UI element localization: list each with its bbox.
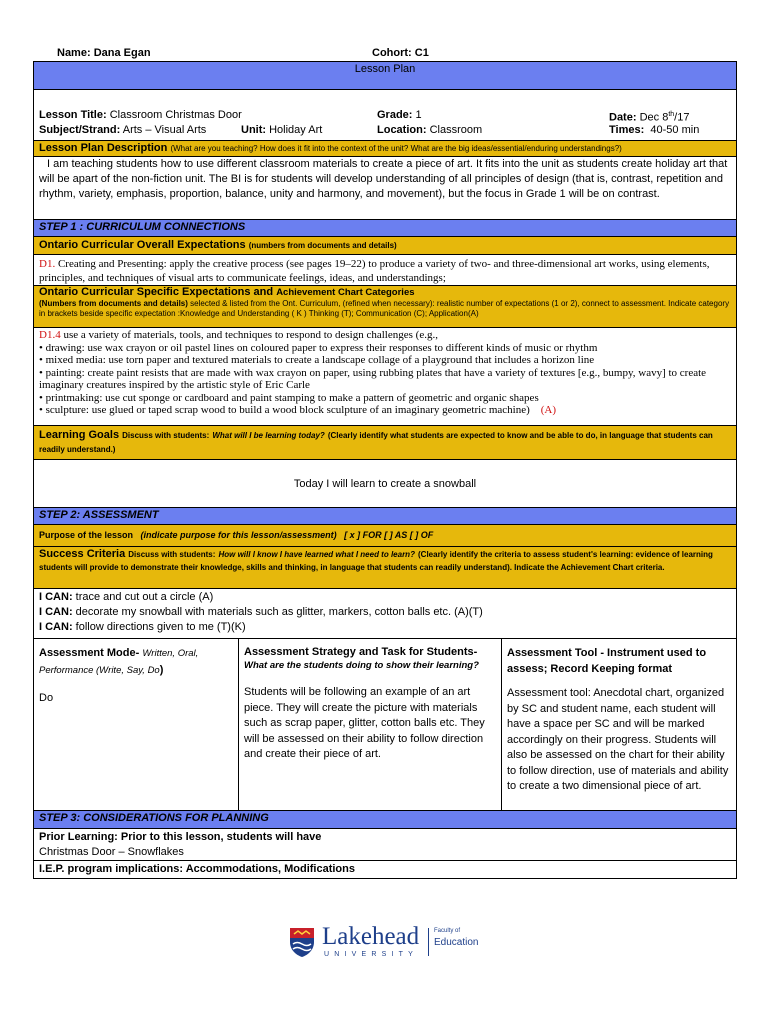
prior-learning: Prior Learning: Prior to this lesson, students will have Christmas Door – Snowflakes — [34, 829, 737, 861]
lesson-title-field: Lesson Title: Classroom Christmas Door — [39, 109, 242, 121]
cohort-value: C1 — [414, 47, 429, 59]
specific-item: • painting: create paint resists that are made with wax crayon on paper, using rubbing plates that have a variety of textures [e.g., bumpy, wavy] to create imaginary creatures inspired by the artistic style of Eric Carle — [39, 366, 707, 391]
specific-expectations-heading: Ontario Curricular Specific Expectations and Achievement Chart Categories (Numbers from documents and details) selected & listed from the Ont. Curriculum, (refined when necessary): realistic number of expectations (1 or 2), connect to assessment. Indicate category in brackets beside specific expectation :Knowledge and Understanding ( K ) Thinking (T); Communication (C); Application(A) — [34, 286, 737, 328]
unit-field: Unit: Holiday Art — [241, 124, 323, 136]
overall-expectations-text: D1. Creating and Presenting: apply the creative process (see pages 19–22) to produce a variety of two- and three-dimensional art works, using elements, principles, and techniques of visual arts to communicate feelings, ideas, and understandings; — [34, 255, 737, 286]
description-body: I am teaching students how to use different classroom materials to create a piece of art. It fits into the unit as students create holiday art that will be apart of the non-fiction unit. The BI is for students will develop understanding of all principles of design (that is, contrast, repetition and rhythm, variety, emphasis, proportion, balance, unity and harmony, and movement), but the focus in Grade 1 will be on contrast. — [34, 157, 737, 220]
iep-implications: I.E.P. program implications: Accommodations, Modifications — [34, 861, 737, 879]
ican-item: I CAN: trace and cut out a circle (A) — [39, 591, 214, 603]
crest-icon — [288, 926, 316, 958]
assessment-strategy-value: Students will be following an example of an art piece. They will create the picture with materials such as scrap paper, glitter, cotton balls etc. They will be assessed on their ability to follow direction and create their piece of art. — [244, 686, 485, 760]
times-field: Times: 40-50 min — [609, 124, 700, 136]
step2-heading: STEP 2: ASSESSMENT — [34, 508, 737, 525]
specific-expectations-text: D1.4 use a variety of materials, tools, and techniques to respond to design challenges (e.g., • drawing: use wax crayon or oil pastel lines on coloured paper to express their responses to different kinds of music or rhythm • mixed media: use torn paper and textured materials to create a landscape collage of a playground that includes a horizon line • painting: create paint resists that are made with wax crayon on paper, using rubbing plates that have a variety of textures [e.g., bumpy, wavy] to create imaginary creatures inspired by the artistic style of Eric Carle • printmaking: use cut sponge or cardboard and paint stamping to make a pattern of geometric and organic shapes • sculpture: use glued or taped scrap wood to build a wood block sculpture of an imaginary geometric machine) (A) — [34, 328, 737, 426]
faculty-name: Education — [434, 937, 479, 948]
assessment-tool: Assessment Tool - Instrument used to assess; Record Keeping format Assessment tool: Anecdotal chart, organized by SC and student name, each student will have a space per SC and will be marked accordingly on their progress. Students will also be assessed on the chart for their ability to follow direction, use of materials and ability to create a two dimensional piece of art. — [502, 639, 737, 811]
lesson-plan-table — [33, 61, 737, 879]
ican-list — [34, 589, 737, 639]
step3-heading: STEP 3: CONSIDERATIONS FOR PLANNING — [34, 811, 737, 829]
assessment-tool-value: Assessment tool: Anecdotal chart, organized by SC and student name, each student will have a space per SC and will be marked accordingly on their progress. Students will also be assessed on the chart for their ability to follow direction, use of materials and ability to create a two dimensional piece of art. — [507, 687, 729, 792]
assessment-mode: Assessment Mode- Written, Oral, Performance (Write, Say, Do) Do — [34, 639, 239, 811]
specific-item: • mixed media: use torn paper and textured materials to create a landscape collage of a playground that includes a horizon line — [39, 354, 595, 366]
cohort-line — [372, 47, 429, 59]
assessment-strategy: Assessment Strategy and Task for Students- What are the students doing to show their learning? Students will be following an example of an art piece. They will create the picture with materials such as scrap paper, glitter, cotton balls etc. They will be assessed on their ability to follow direction and create their piece of art. — [239, 639, 502, 811]
success-criteria-heading: Success Criteria Discuss with students: How will I know I have learned what I need to learn? (Clearly identify the criteria to assess student's learning: evidence of learning students will provide to demonstrate their knowledge, skills and thinking, in language that students can readily understand). Indicate the Achievement Chart criteria. — [34, 547, 737, 589]
overall-expectations-heading: Ontario Curricular Overall Expectations (numbers from documents and details) — [34, 237, 737, 255]
university-logo — [288, 924, 488, 964]
ican-item: I CAN: decorate my snowball with materials such as glitter, markers, cotton balls etc. (A)(T) — [39, 606, 483, 618]
name-value: Dana Egan — [93, 47, 151, 59]
description-heading: Lesson Plan Description (What are you teaching? How does it fit into the context of the unit? What are the big ideas/essential/enduring understandings?) — [34, 141, 737, 157]
category-badge: (A) — [540, 404, 557, 416]
lesson-info — [34, 90, 737, 141]
specific-item: • sculpture: use glued or taped scrap wood to build a wood block sculpture of an imaginary geometric machine) — [39, 404, 530, 416]
purpose-row: Purpose of the lesson (indicate purpose for this lesson/assessment) [ x ] FOR [ ] AS [ ] OF — [34, 525, 737, 547]
date-field: Date: Dec 8th/17 — [609, 111, 690, 124]
specific-item: • drawing: use wax crayon or oil pastel lines on coloured paper to express their responses to different kinds of music or rhythm — [39, 341, 598, 354]
logo-subtext: UNIVERSITY — [324, 951, 419, 958]
page-title: Lesson Plan — [34, 62, 737, 90]
cohort-label: Cohort: — [372, 47, 412, 59]
purpose-options: [ x ] FOR [ ] AS [ ] OF — [344, 530, 434, 540]
specific-item: • printmaking: use cut sponge or cardboard and paint stamping to make a pattern of geometric and organic shapes — [39, 391, 539, 404]
name-line — [57, 47, 151, 59]
learning-goal: Today I will learn to create a snowball — [34, 460, 737, 508]
location-field: Location: Classroom — [377, 124, 483, 136]
logo-wordmark: Lakehead — [322, 923, 420, 950]
step1-heading: STEP 1 : CURRICULUM CONNECTIONS — [34, 220, 737, 237]
name-label: Name: — [57, 47, 91, 59]
assessment-mode-value: Do — [39, 692, 54, 704]
prior-learning-value: Christmas Door – Snowflakes — [39, 846, 184, 858]
learning-goals-heading: Learning Goals Discuss with students: What will I be learning today? (Clearly identify what students are expected to know and be able to do, in language that students can readily understand.) — [34, 426, 737, 460]
logo-divider — [428, 928, 429, 956]
ican-item: I CAN: follow directions given to me (T)(K) — [39, 621, 246, 633]
faculty-small: Faculty of — [434, 928, 461, 934]
grade-field: Grade: 1 — [377, 109, 422, 121]
subject-field: Subject/Strand: Arts – Visual Arts — [39, 124, 207, 136]
